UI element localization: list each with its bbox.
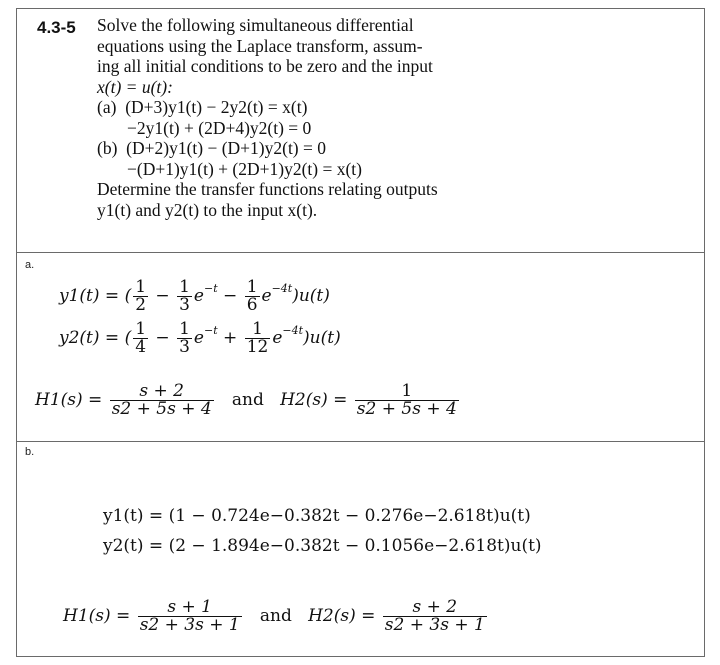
b-H2-lhs: H2(s) = — [308, 606, 376, 626]
a-y1-frac3: $\frac{1}{6}$ — [246, 277, 258, 315]
answer-table — [16, 8, 705, 657]
b-H2-frac: $\frac{s + 2}{s2 + 3s + 1}$ — [384, 597, 485, 635]
answer-a-transfer — [35, 383, 461, 418]
a-y2-lhs: y2(t) = ( — [59, 328, 132, 348]
answer-b-label: b. — [25, 446, 35, 458]
a-y2-frac3: $\frac{1}{12}$ — [246, 319, 269, 357]
row-divider-2 — [17, 441, 704, 442]
b-H1-frac: $\frac{s + 1}{s2 + 3s + 1}$ — [139, 597, 240, 635]
intro-line-1: Solve the following simultaneous differential — [97, 15, 414, 35]
part-b-eq2: −(D+1)y1(t) + (2D+1)y2(t) = x(t) — [127, 158, 362, 179]
closing-line-2: y1(t) and y2(t) to the input x(t). — [97, 199, 318, 220]
problem-cell — [17, 9, 704, 252]
a-y1-frac2: $\frac{1}{3}$ — [179, 277, 190, 315]
problem-text — [97, 15, 447, 220]
answer-b-transfer — [63, 599, 489, 634]
part-b-eq1-row — [97, 138, 447, 159]
part-a-eq1-row — [97, 97, 447, 118]
part-a-eq1: (D+3)y1(t) − 2y2(t) = x(t) — [125, 97, 308, 117]
answer-b-y1: y1(t) = (1 − 0.724e−0.382t − 0.276e−2.618t)u(t) — [103, 506, 531, 526]
answer-b-y2: y2(t) = (2 − 1.894e−0.382t − 0.1056e−2.618t)u(t) — [103, 536, 542, 556]
intro-line-3: ing all initial conditions to be zero and the input — [97, 56, 433, 76]
a-H2-frac: $\frac{1}{s2 + 5s + 4}$ — [356, 381, 457, 419]
input-line: x(t) = u(t): — [97, 76, 173, 97]
answer-a-y2: y2(t) = ( $\frac{1}{4}$ − $\frac{1}{3}$ $e^{-t}$ + $\frac{1}{12}$ $e^{-4t})u(t)$ — [59, 319, 341, 357]
a-H2-lhs: H2(s) = — [280, 390, 348, 410]
a-H1-frac: $\frac{s + 2}{s2 + 5s + 4}$ — [111, 381, 212, 419]
b-and: and — [259, 606, 292, 626]
b-H1-lhs: H1(s) = — [63, 606, 131, 626]
a-y2-frac1: $\frac{1}{4}$ — [135, 319, 147, 357]
a-y1-lhs: y1(t) = ( — [59, 286, 132, 306]
part-b-eq1: (D+2)y1(t) − (D+1)y2(t) = 0 — [126, 138, 327, 158]
a-and: and — [231, 390, 264, 410]
intro-line-2: equations using the Laplace transform, assum- — [97, 35, 423, 56]
part-a-eq2: −2y1(t) + (2D+4)y2(t) = 0 — [127, 117, 312, 138]
answer-a-y1: y1(t) = ( $\frac{1}{2}$ − $\frac{1}{3}$ $e^{-t}$ − $\frac{1}{6}$ $e^{-4t})u(t)$ — [59, 277, 330, 315]
answer-a-label: a. — [25, 259, 35, 271]
problem-number: 4.3-5 — [37, 18, 76, 37]
a-y2-frac2: $\frac{1}{3}$ — [179, 319, 190, 357]
part-a-label: (a) — [97, 97, 117, 117]
part-b-label: (b) — [97, 138, 118, 158]
closing-line-1: Determine the transfer functions relating outputs — [97, 179, 438, 199]
row-divider-1 — [17, 252, 704, 253]
a-y1-frac1: $\frac{1}{2}$ — [135, 277, 147, 315]
a-H1-lhs: H1(s) = — [35, 390, 103, 410]
